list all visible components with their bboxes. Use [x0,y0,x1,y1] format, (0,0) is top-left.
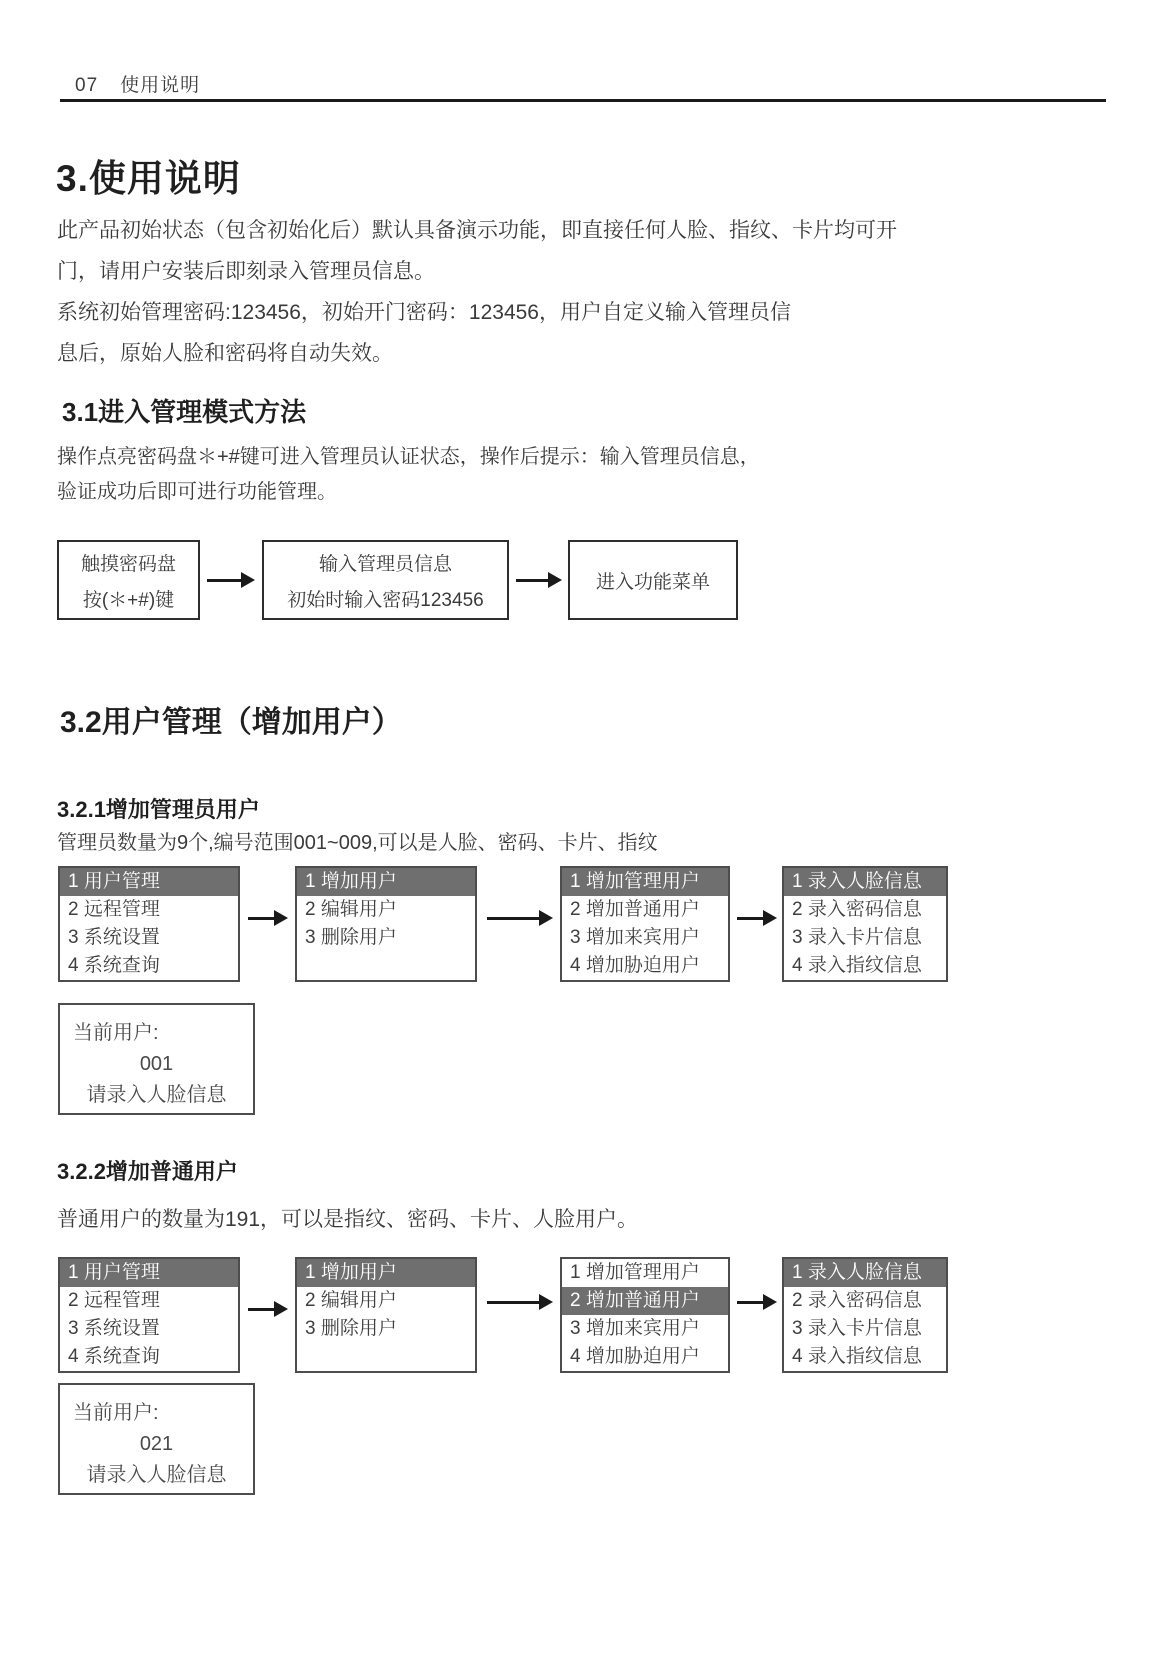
menu-item: 1 录入人脸信息 [784,1259,946,1287]
flow-step1-line1: 触摸密码盘 [80,553,176,575]
arrow-right-icon [516,572,562,588]
menu-item: 2 远程管理 [68,899,160,920]
menu-add-user-1 [560,866,730,982]
menu-item: 3 删除用户 [305,927,397,948]
menu-item: 4 系统查询 [68,1346,160,1367]
menu-user-1 [295,866,477,982]
lcd-screen-current-user-001 [58,1003,255,1115]
menu-item: 3 增加来宾用户 [570,927,700,948]
menu-item: 2 远程管理 [68,1290,160,1311]
intro-line-3: 系统初始管理密码:123456，初始开门密码：123456，用户自定义输入管理员信 [57,301,791,324]
menu-item: 3 增加来宾用户 [570,1318,700,1339]
arrow-head [539,1294,553,1310]
menu-item: 2 编辑用户 [305,1290,397,1311]
lcd-screen-current-user-021 [58,1383,255,1495]
section-3-1-body-2: 验证成功后即可进行功能管理。 [57,481,337,503]
menu-item: 3 录入卡片信息 [792,927,922,948]
screen-line-3: 请录入人脸信息 [86,1464,227,1486]
menu-item: 4 系统查询 [68,955,160,976]
arrow-head [763,910,777,926]
arrow-right-icon [487,910,553,926]
section-3-2-title: 3.2用户管理（增加用户） [60,706,402,739]
arrow-right-icon [487,1294,553,1310]
screen-line-1: 当前用户: [73,1022,159,1044]
page-header-title: 使用说明 [120,75,201,96]
menu-item: 1 增加用户 [297,1259,475,1287]
menu-item: 4 录入指纹信息 [792,1346,922,1367]
section-3-2-1-title: 3.2.1增加管理员用户 [57,797,260,822]
menu-item: 2 增加普通用户 [562,1287,728,1315]
menu-item: 2 录入密码信息 [792,1290,922,1311]
arrow-right-icon [248,910,288,926]
screen-line-3: 请录入人脸信息 [86,1084,227,1106]
arrow-shaft [248,1308,274,1311]
flow-step3-line1: 进入功能菜单 [595,571,710,593]
arrow-right-icon [207,572,255,588]
menu-item: 1 增加管理用户 [562,868,728,896]
flow-step2-line1: 输入管理员信息 [318,553,452,575]
section-3-1-body-1: 操作点亮密码盘＊+#键可进入管理员认证状态，操作后提示：输入管理员信息， [57,446,760,468]
screen-line-1: 当前用户: [73,1402,159,1424]
arrow-shaft [737,917,763,920]
arrow-head [241,572,255,588]
header-rule [60,99,1106,102]
arrow-head [548,572,562,588]
screen-line-2: 021 [139,1433,174,1455]
menu-main-2 [58,1257,240,1373]
menu-item: 4 增加胁迫用户 [570,955,700,976]
menu-enroll-2 [782,1257,948,1373]
flow-step-enter-admin-info [262,540,509,620]
page-number: 07 [75,75,99,96]
menu-add-user-2 [560,1257,730,1373]
arrow-shaft [207,579,241,582]
arrow-shaft [487,917,539,920]
menu-main-1 [58,866,240,982]
arrow-shaft [737,1301,763,1304]
section-3-2-2-title: 3.2.2增加普通用户 [57,1159,238,1184]
menu-item: 3 删除用户 [305,1318,397,1339]
section-3-2-1-body: 管理员数量为9个,编号范围001~009,可以是人脸、密码、卡片、指纹 [57,832,658,854]
menu-item: 2 增加普通用户 [570,899,700,920]
flow-step-enter-menu [568,540,738,620]
intro-line-2: 门，请用户安装后即刻录入管理员信息。 [57,260,435,283]
arrow-head [274,1301,288,1317]
section-3-2-2-body: 普通用户的数量为191，可以是指纹、密码、卡片、人脸用户。 [57,1208,639,1231]
arrow-head [274,910,288,926]
menu-item: 3 系统设置 [68,927,160,948]
menu-item: 2 录入密码信息 [792,899,922,920]
menu-item: 4 增加胁迫用户 [570,1346,700,1367]
arrow-right-icon [737,1294,777,1310]
screen-line-2: 001 [139,1053,174,1075]
menu-item: 2 编辑用户 [305,899,397,920]
arrow-head [539,910,553,926]
menu-user-2 [295,1257,477,1373]
menu-enroll-1 [782,866,948,982]
flow-step2-line2: 初始时输入密码123456 [287,589,484,611]
menu-item: 3 录入卡片信息 [792,1318,922,1339]
menu-item: 1 增加管理用户 [570,1262,700,1283]
menu-item: 1 用户管理 [60,1259,238,1287]
page-header [75,70,200,97]
menu-item: 1 录入人脸信息 [784,868,946,896]
menu-item: 1 增加用户 [297,868,475,896]
menu-item: 3 系统设置 [68,1318,160,1339]
intro-line-1: 此产品初始状态（包含初始化后）默认具备演示功能，即直接任何人脸、指纹、卡片均可开 [57,219,897,242]
intro-line-4: 息后，原始人脸和密码将自动失效。 [57,342,393,365]
arrow-shaft [248,917,274,920]
flow-step1-line2: 按(＊+#)键 [82,589,175,611]
flow-step-touch-keypad [57,540,200,620]
arrow-shaft [487,1301,539,1304]
arrow-head [763,1294,777,1310]
arrow-right-icon [737,910,777,926]
menu-item: 4 录入指纹信息 [792,955,922,976]
arrow-right-icon [248,1301,288,1317]
page-title: 3.使用说明 [56,158,241,199]
arrow-shaft [516,579,548,582]
section-3-1-title: 3.1进入管理模式方法 [62,397,307,427]
menu-item: 1 用户管理 [60,868,238,896]
